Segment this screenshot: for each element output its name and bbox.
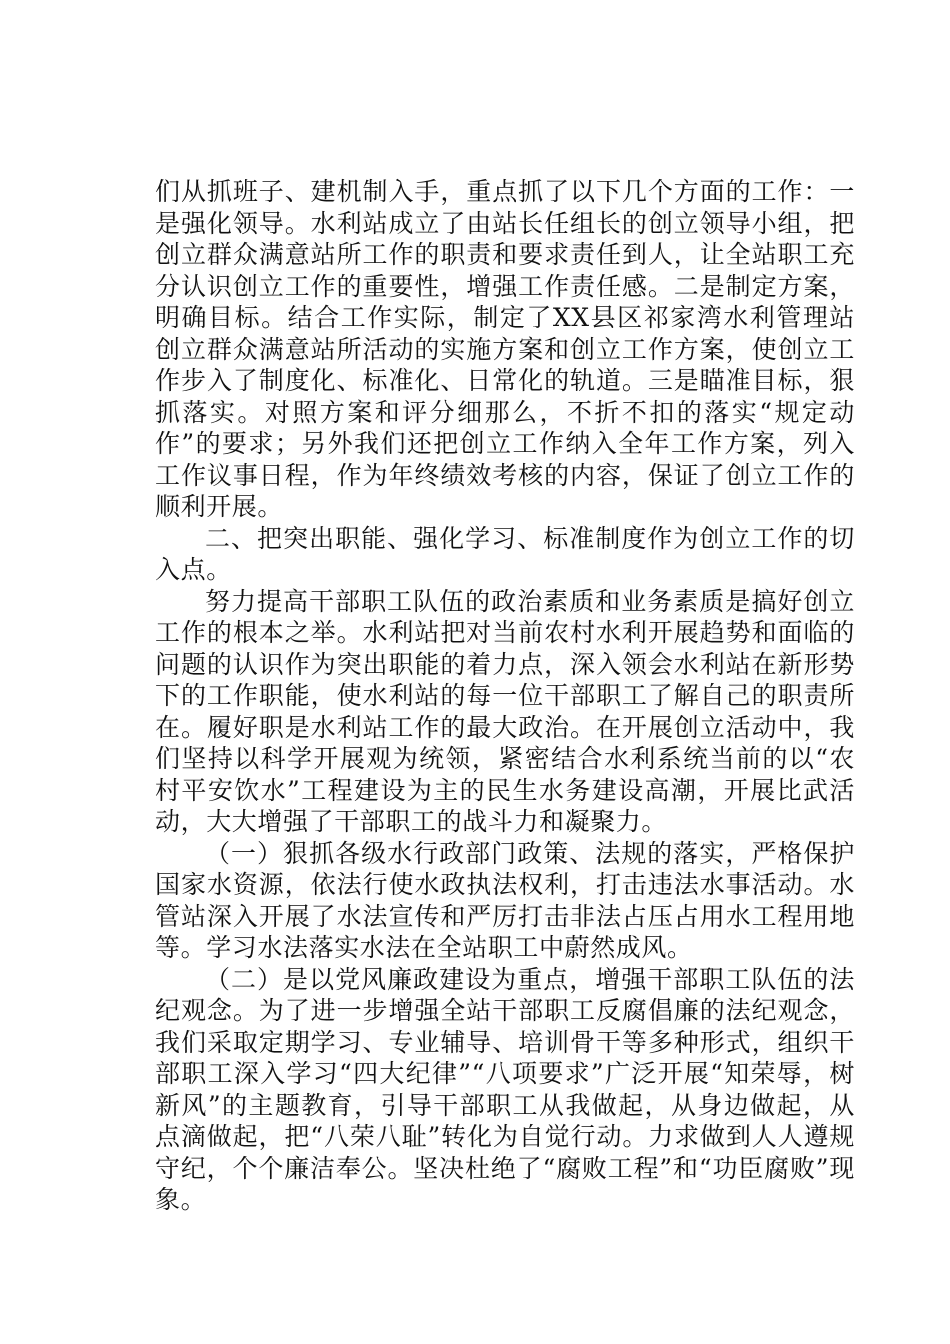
document-body [155, 176, 855, 1216]
subsection-2: （二）是以党风廉政建设为重点，增强干部职工队伍的法纪观念。为了进一步增强全站干部职工反腐倡廉的法纪观念，我们采取定期学习、专业辅导、培训骨干等多种形式，组织干部职工深入学习“四大纪律”“八项要求”广泛开展“知荣辱，树新风”的主题教育，引导干部职工从我做起，从身边做起，从点滴做起，把“八荣八耻”转化为自觉行动。力求做到人人遵规守纪，个个廉洁奉公。坚决杜绝了“腐败工程”和“功臣腐败”现象。 [155, 964, 855, 1214]
section-heading-2: 二、把突出职能、强化学习、标准制度作为创立工作的切入点。 [155, 523, 855, 584]
subsection-1: （一）狠抓各级水行政部门政策、法规的落实，严格保护国家水资源，依法行使水政执法权利，打击违法水事活动。水管站深入开展了水法宣传和严厉打击非法占压占用水工程用地等。学习水法落实水法在全站职工中蔚然成风。 [155, 838, 855, 962]
paragraph-1: 们从抓班子、建机制入手，重点抓了以下几个方面的工作：一是强化领导。水利站成立了由站长任组长的创立领导小组，把创立群众满意站所工作的职责和要求责任到人，让全站职工充分认识创立工作的重要性，增强工作责任感。二是制定方案，明确目标。结合工作实际，制定了XX县区祁家湾水利管理站创立群众满意站所活动的实施方案和创立工作方案，使创立工作步入了制度化、标准化、日常化的轨道。三是瞄准目标，狠抓落实。对照方案和评分细那么，不折不扣的落实“规定动作”的要求；另外我们还把创立工作纳入全年工作方案，列入工作议事日程，作为年终绩效考核的内容，保证了创立工作的顺利开展。 [155, 177, 855, 521]
paragraph-3: 努力提高干部职工队伍的政治素质和业务素质是搞好创立工作的根本之举。水利站把对当前农村水利开展趋势和面临的问题的认识作为突出职能的着力点，深入领会水利站在新形势下的工作职能，使水利站的每一位干部职工了解自己的职责所在。履好职是水利站工作的最大政治。在开展创立活动中，我们坚持以科学开展观为统领，紧密结合水利系统当前的以“农村平安饮水”工程建设为主的民生水务建设高潮，开展比武活动，大大增强了干部职工的战斗力和凝聚力。 [155, 586, 855, 836]
